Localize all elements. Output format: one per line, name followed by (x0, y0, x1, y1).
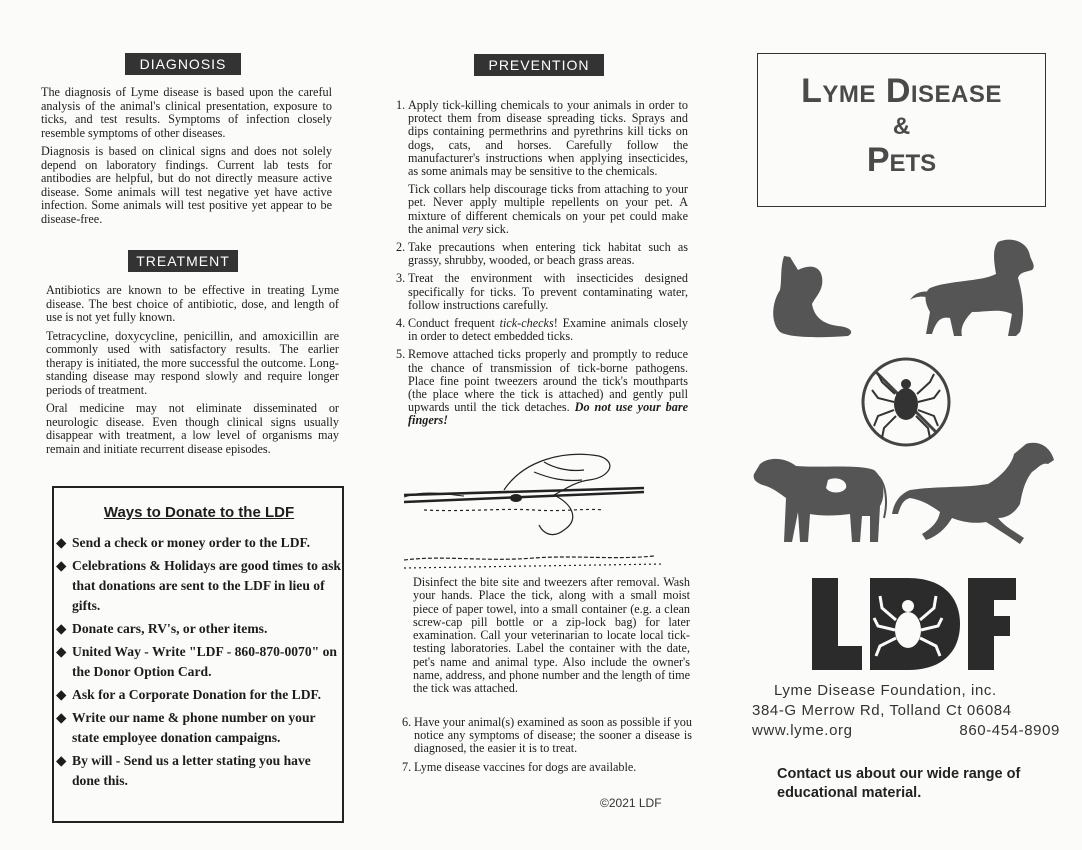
donate-item: ◆ By will - Send us a letter stating you have done this. (56, 753, 311, 788)
diamond-bullet-icon: ◆ (56, 535, 67, 550)
ldf-logo (808, 574, 1018, 674)
title-line-1: Lyme Disease (801, 72, 1002, 110)
donate-heading: Ways to Donate to the LDF (103, 504, 295, 521)
prevention-item-2: 2. Take precautions when entering tick habitat such as grassy, shrubby, wooded, or beach grass areas. (396, 240, 688, 268)
prevention-item-6: 6. Have your animal(s) examined as soon as possible if you notice any symptoms of disease; the sooner a disease is diagnosed, the easier it is to treat. (402, 715, 692, 756)
treatment-paragraph-1: Antibiotics are known to be effective in treating Lyme disease. The best choice of antibiotic, dose, and length of use is not yet fully known. (46, 283, 339, 324)
contact-line: Contact us about our wide range of educational material. (777, 766, 1021, 801)
org-address: 384-G Merrow Rd, Tolland Ct 06084 (752, 702, 1012, 719)
treatment-section (46, 284, 339, 461)
prevention-list-continued (402, 716, 692, 779)
website-link[interactable]: www.lyme.org (752, 722, 853, 739)
prevention-item-1-collars: Tick collars help discourage ticks from attaching to your pet. Never apply multiple repellents on your pet. A mixture of different chemicals on your pet could make the animal very sick. (408, 182, 688, 236)
donate-box (52, 486, 344, 823)
cover-title-box (757, 53, 1046, 207)
cat-icon (773, 256, 851, 337)
tweezers-illustration (404, 450, 704, 575)
org-name: Lyme Disease Foundation, inc. (774, 682, 997, 699)
donate-item: ◆ United Way - Write "LDF - 860-870-0070" on the Donor Option Card. (56, 644, 337, 679)
prevention-item-3: 3. Treat the environment with insecticides designed specifically for ticks. To prevent contaminating water, follow instructions carefully. (396, 271, 688, 312)
diamond-bullet-icon: ◆ (56, 621, 67, 636)
cow-icon (754, 459, 886, 542)
treatment-heading: TREATMENT (128, 250, 238, 272)
prevention-item-4: 4. Conduct frequent tick-checks! Examine animals closely in order to detect embedded ticks. (396, 316, 689, 344)
diamond-bullet-icon: ◆ (56, 687, 67, 702)
prevention-item-1: 1. Apply tick-killing chemicals to your animals in order to protect them from disease spreading ticks. Sprays and dips containing permethrins and pyrethrins kill ticks on dogs, cats, and horses. Carefully follow the manufacturer's instructions when applying insecticides, as some animals may be sensitive to the chemicals. Tick collars help discourage ticks from attaching to your pet. Never apply multiple repellents on your pet. A mixture of different chemicals on your pet could make the animal very sick. (396, 98, 688, 236)
phone-number: 860-454-8909 (959, 722, 1060, 739)
prevention-heading: PREVENTION (474, 54, 604, 76)
diagnosis-section (41, 86, 332, 231)
diagnosis-paragraph-2: Diagnosis is based on clinical signs and does not solely depend on laboratory findings. Current lab tests for antibodies are helpful, but do not directly measure active disease. Some animals will test negative yet have active infection. Some animals will test positive yet appear to be disease-free. (41, 144, 332, 226)
donate-list (56, 533, 342, 791)
dog-icon (910, 240, 1034, 336)
donate-item: ◆ Ask for a Corporate Donation for the LDF. (56, 685, 342, 705)
animals-illustration (750, 232, 1060, 562)
title-ampersand: & (892, 113, 911, 140)
diagnosis-paragraph-1: The diagnosis of Lyme disease is based upon the careful analysis of the animal's clinical presentation, exposure to ticks, and test results. Symptoms of infection closely resemble symptoms of other diseases. (41, 85, 332, 140)
donate-item: ◆ Send a check or money order to the LDF. (56, 533, 342, 553)
diagnosis-heading: DIAGNOSIS (125, 53, 241, 75)
diamond-bullet-icon: ◆ (56, 558, 67, 573)
prevention-item-7: 7. Lyme disease vaccines for dogs are available. (402, 759, 637, 774)
treatment-paragraph-3: Oral medicine may not eliminate disseminated or neurologic disease. Even though clinical signs usually disappear with treatment, a low level of organisms may remain and initiate recurrent disease episodes. (46, 401, 339, 456)
prevention-after-removal: Disinfect the bite site and tweezers after removal. Wash your hands. Place the tick, along with a small moist piece of paper towel, into a small container (e.g. a clean screw-cap pill bottle or a zip-lock bag) for later examination. Call your veterinarian to locate local tick-testing laboratories. Label the container with the date, pet's name and animal type. Also include the owner's name, address, and phone number and the length of time the tick was attached. (413, 575, 690, 696)
diamond-bullet-icon: ◆ (56, 753, 67, 768)
donate-item: ◆ Write our name & phone number on your state employee donation campaigns. (56, 710, 316, 745)
diamond-bullet-icon: ◆ (56, 710, 67, 725)
copyright: ©2021 LDF (600, 796, 662, 810)
donate-item: ◆ Celebrations & Holidays are good times to ask that donations are sent to the LDF in lieu of gifts. (56, 558, 341, 613)
donate-item: ◆ Donate cars, RV's, or other items. (56, 619, 342, 639)
no-tick-icon (863, 359, 949, 445)
horse-icon (892, 443, 1054, 544)
prevention-item-5: 5. Remove attached ticks properly and promptly to reduce the chance of transmission of tick-borne pathogens. Place fine point tweezers around the tick's mouthparts (the place where the tick is attached) and gently pull upwards until the tick detaches. Do not use your bare fingers! (396, 347, 689, 428)
prevention-list (396, 99, 688, 433)
foundation-info (748, 682, 1060, 742)
treatment-paragraph-2: Tetracycline, doxycycline, penicillin, and amoxicillin are commonly used with satisfactory results. The earlier therapy is initiated, the more successful the outcome. Long-standing disease may respond slowly and require longer periods of treatment. (46, 328, 339, 397)
title-line-2: Pets (866, 141, 937, 179)
diamond-bullet-icon: ◆ (56, 644, 67, 659)
org-contact-row (748, 722, 1060, 742)
